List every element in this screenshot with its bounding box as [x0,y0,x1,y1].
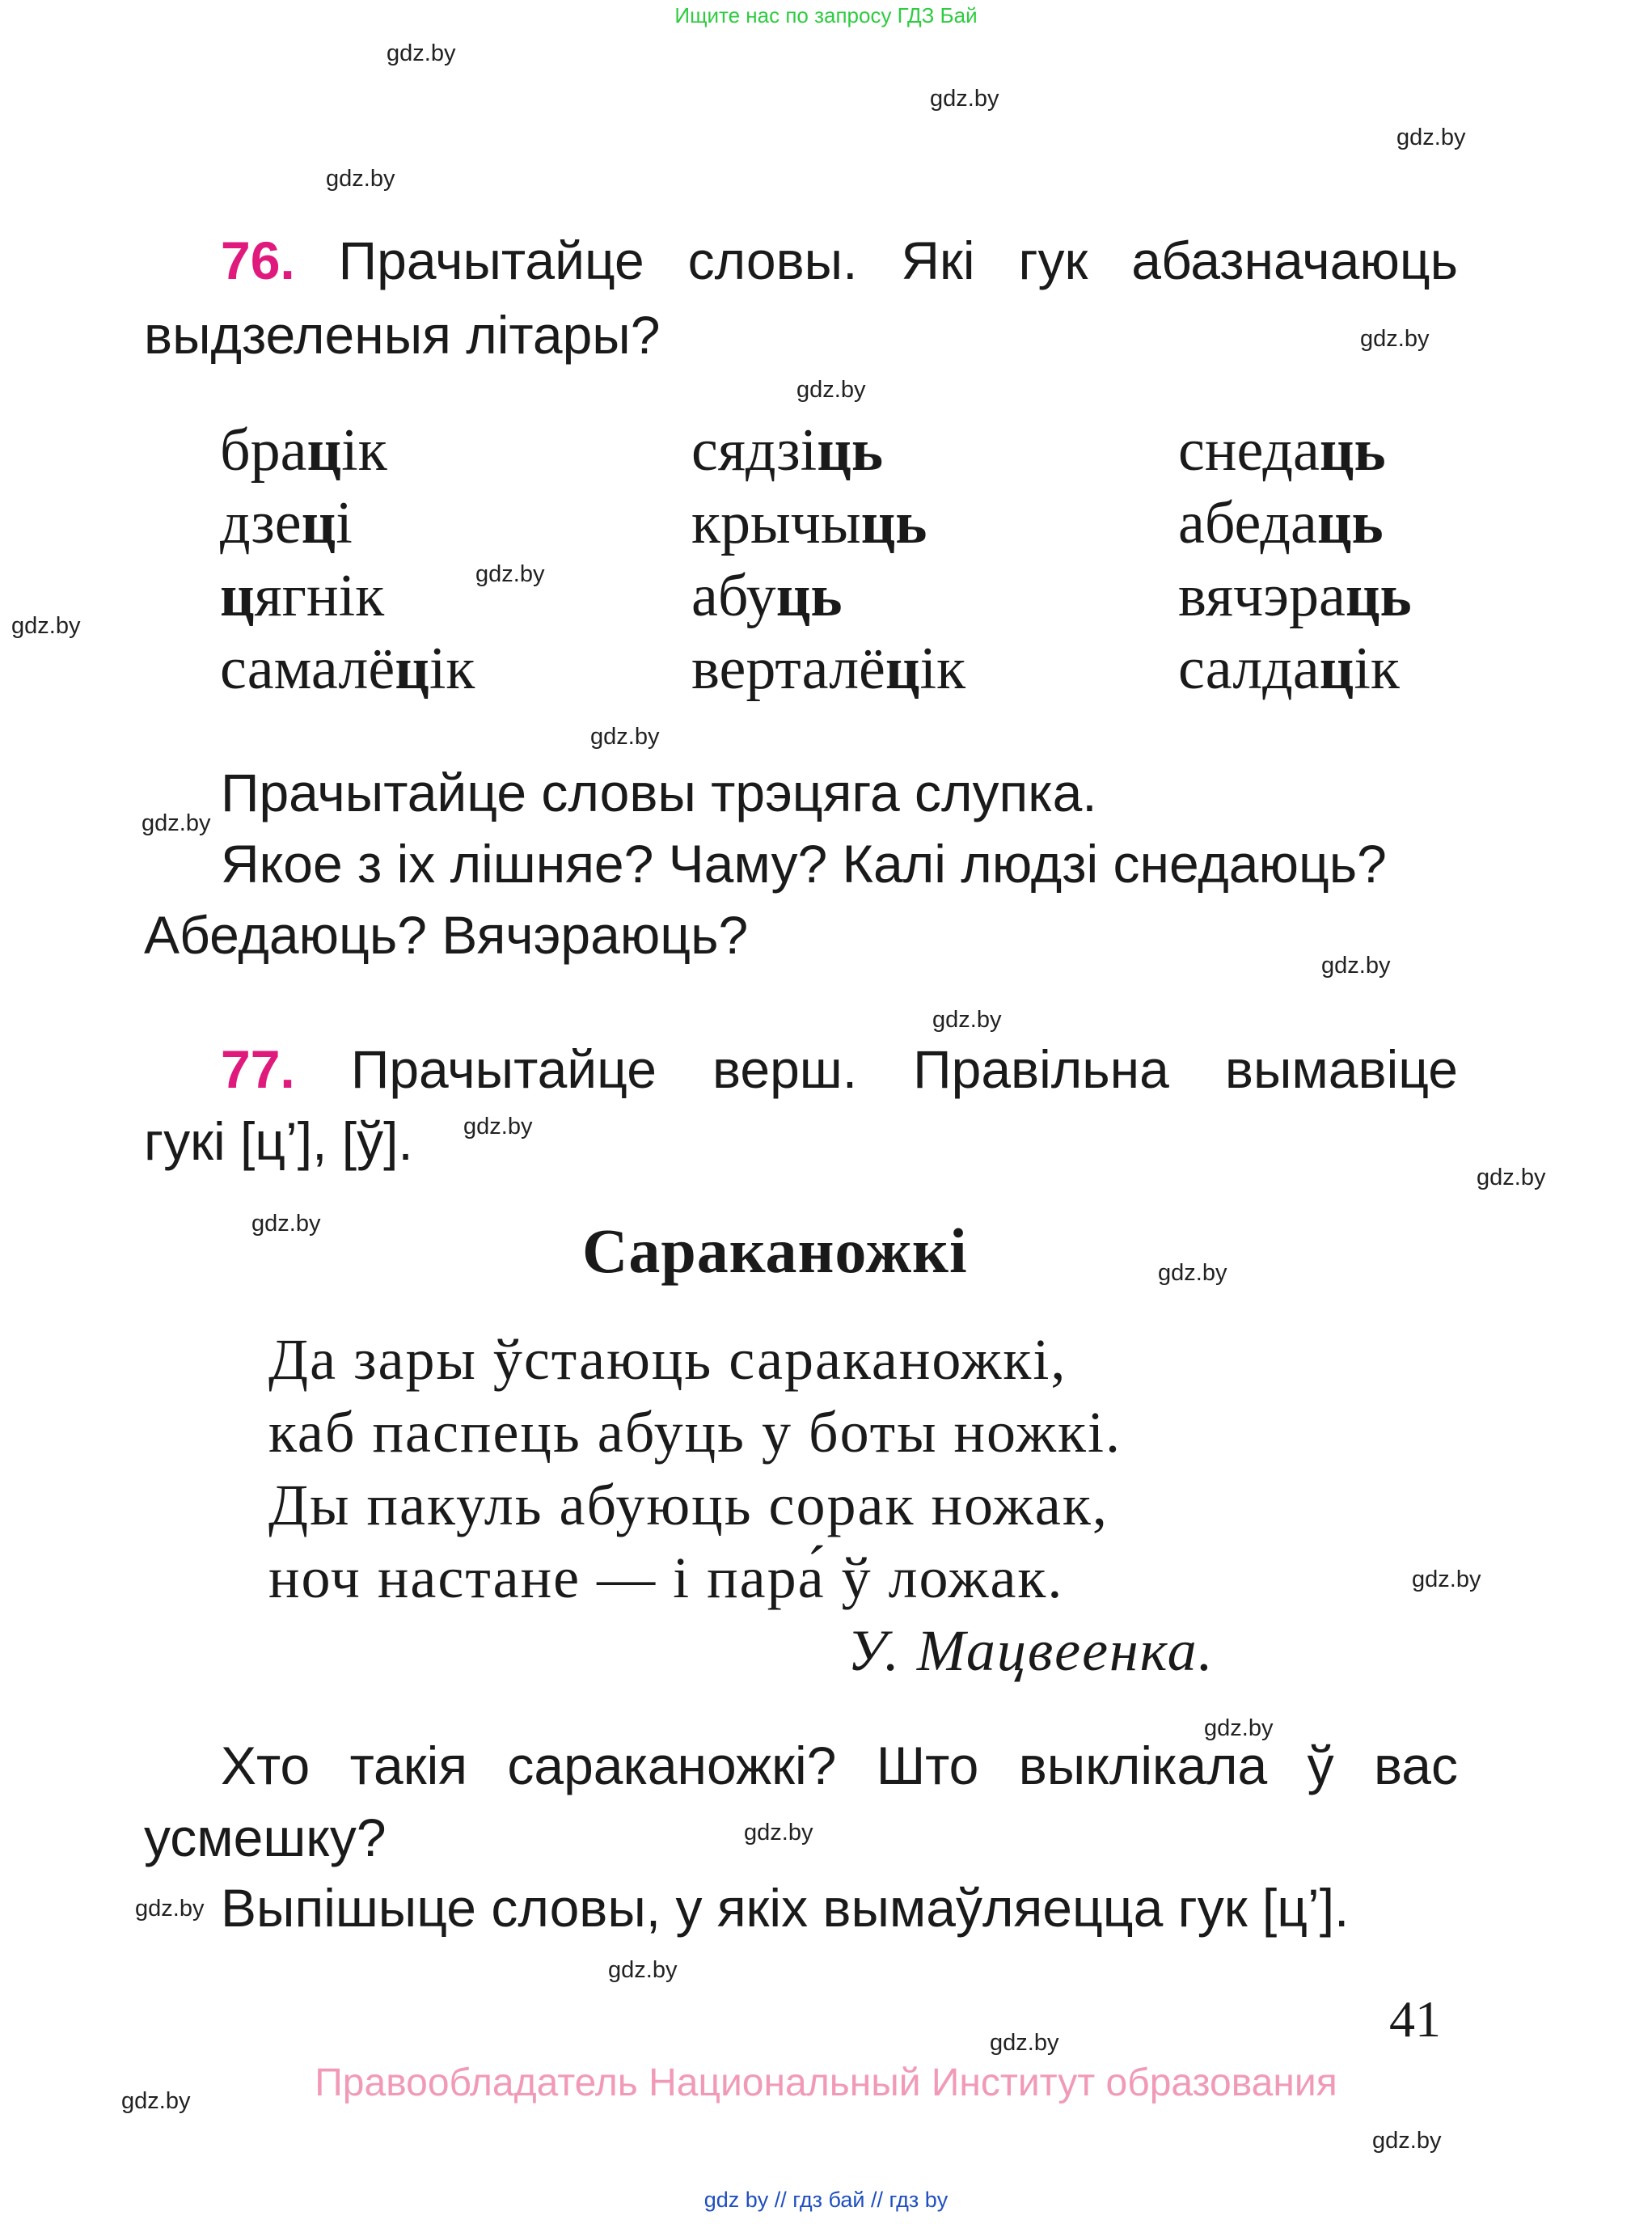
watermark: gdz.by [463,1114,533,1139]
poem-line: каб паспець абуць у боты ножкі. [268,1400,1122,1465]
watermark: gdz.by [608,1957,678,1983]
word: дзеці [220,490,353,556]
word: брацік [220,417,387,484]
watermark: gdz.by [1158,1260,1227,1286]
word: верталёцік [691,636,966,702]
word: крычыць [691,490,927,556]
ex76-task-line3: Абедаюць? Вячэраюць? [144,905,749,965]
watermark: gdz.by [930,86,999,112]
word: вячэраць [1178,563,1412,629]
footer-links[interactable]: gdz by // гдз бай // гдз by [703,2188,949,2212]
watermark: gdz.by [387,40,456,66]
ex77-question-line1: Хто такія сараканожкі? Што выклікала ў вас [221,1736,1458,1795]
ex77-question-line2: усмешку? [144,1808,387,1867]
watermark: gdz.by [990,2030,1059,2056]
ex77-instruction-line1 [221,1038,1458,1100]
watermark: gdz.by [142,810,211,836]
publisher-notice: Правообладатель Национальный Институт образования [315,2061,1337,2104]
watermark: gdz.by [744,1820,813,1846]
exercise-number: 76. [221,230,295,290]
instruction-text: Прачытайце словы. Які гук абазначаюць [338,230,1459,290]
ex77-question-line3: Выпішыце словы, у якіх вымаўляецца гук [ц’]. [221,1878,1350,1938]
instruction-text: Прачытайце верш. Правільна вымавіце [350,1039,1458,1099]
poem-line: ноч настане — і пара́ ў ложак. [268,1545,1064,1610]
page-number: 41 [1389,1990,1441,2048]
word: цягнік [220,563,385,629]
watermark: gdz.by [121,2088,191,2114]
top-banner: Ищите нас по запросу ГДЗ Бай [674,3,978,27]
ex76-task-line1: Прачытайце словы трэцяга слупка. [221,763,1097,822]
word: сядзіць [691,417,884,484]
watermark: gdz.by [326,166,395,192]
word: абуць [691,563,843,629]
watermark: gdz.by [796,377,866,403]
ex76-task-line2: Якое з іх лішняе? Чаму? Калі людзі снедаюць? [221,834,1387,894]
watermark: gdz.by [135,1896,205,1922]
exercise-number: 77. [221,1039,295,1099]
watermark: gdz.by [251,1211,321,1237]
ex76-instruction-line1 [221,230,1458,291]
watermark: gdz.by [475,561,545,587]
ex77-instruction-line2: гукі [ц’], [ў]. [144,1111,413,1171]
watermark: gdz.by [1412,1567,1481,1592]
watermark: gdz.by [1321,953,1391,979]
watermark: gdz.by [1396,125,1466,150]
poem-line: Ды пакуль абуюць сорак ножак, [268,1473,1109,1537]
poem-author: У. Мацвеенка. [847,1618,1215,1683]
watermark: gdz.by [1477,1165,1546,1190]
word: снедаць [1178,417,1386,484]
watermark: gdz.by [590,724,660,750]
watermark: gdz.by [11,613,81,639]
word: салдацік [1178,636,1400,702]
word: самалёцік [220,636,475,702]
watermark: gdz.by [932,1007,1002,1033]
poem-line: Да зары ўстаюць сараканожкі, [268,1327,1067,1392]
watermark: gdz.by [1360,326,1430,352]
watermark: gdz.by [1204,1715,1274,1741]
watermark: gdz.by [1372,2128,1442,2154]
word: абедаць [1178,490,1384,556]
poem-title: Сараканожкі [582,1216,968,1286]
ex76-instruction-line2: выдзеленыя літары? [144,305,661,365]
